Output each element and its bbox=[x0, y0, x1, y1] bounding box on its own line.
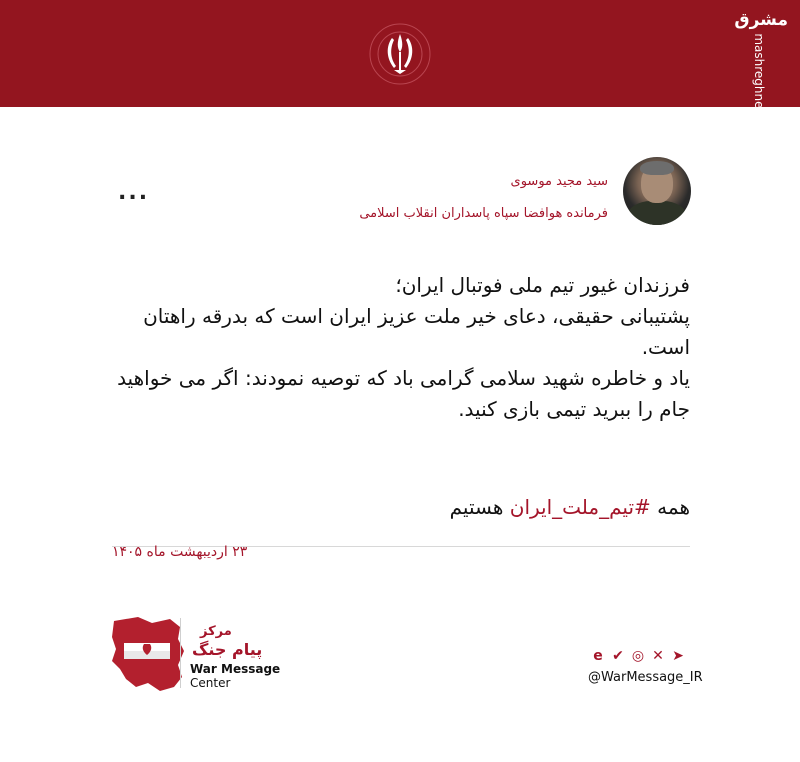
brand-markaz: مرکز bbox=[200, 624, 232, 639]
brand-separator bbox=[180, 618, 181, 688]
telegram-icon[interactable]: ➤ bbox=[672, 648, 684, 664]
eitaa-icon[interactable]: e bbox=[593, 648, 603, 664]
message-body bbox=[100, 270, 690, 425]
brand-english-name: War Message bbox=[190, 662, 281, 676]
hashtag: #تیم_ملت_ایران bbox=[509, 495, 651, 519]
instagram-icon[interactable]: ◎ bbox=[631, 648, 645, 664]
source-site-url: mashreghnews.ir bbox=[752, 33, 766, 137]
brand-english-name-line2: Center bbox=[190, 676, 231, 690]
hashtag-line bbox=[450, 495, 690, 519]
social-icons bbox=[590, 648, 686, 666]
message-line: یاد و خاطره شهید سلامی گرامی باد که توصیه نمودند: اگر می خواهید جام را ببرید تیمی بازی کنید. bbox=[117, 366, 690, 421]
header-banner bbox=[0, 0, 800, 137]
author-title: فرمانده هوافضا سپاه پاسداران انقلاب اسلامی bbox=[359, 206, 608, 221]
source-logo: مشرق bbox=[734, 10, 788, 30]
message-line: فرزندان غیور تیم ملی فوتبال ایران؛ bbox=[395, 273, 690, 297]
author-avatar bbox=[623, 157, 691, 225]
message-line: پشتیبانی حقیقی، دعای خیر ملت عزیز ایران است که بدرقه راهتان است. bbox=[143, 304, 690, 359]
post-date: ۲۳ اردیبهشت ماه ۱۴۰۵ bbox=[112, 544, 248, 560]
iran-map-flag-icon bbox=[108, 613, 186, 693]
hashtag-suffix: هستیم bbox=[449, 495, 510, 519]
author-name: سید مجید موسوی bbox=[510, 174, 608, 189]
more-ellipsis: ... bbox=[118, 180, 150, 205]
iran-emblem-icon bbox=[364, 22, 436, 86]
check-icon[interactable]: ✔ bbox=[612, 648, 624, 664]
hashtag-prefix: همه bbox=[650, 495, 690, 519]
brand-payam: پیام جنگ bbox=[192, 640, 263, 659]
social-handle[interactable]: @WarMessage_IR bbox=[588, 670, 703, 685]
x-icon[interactable]: ✕ bbox=[652, 648, 664, 664]
